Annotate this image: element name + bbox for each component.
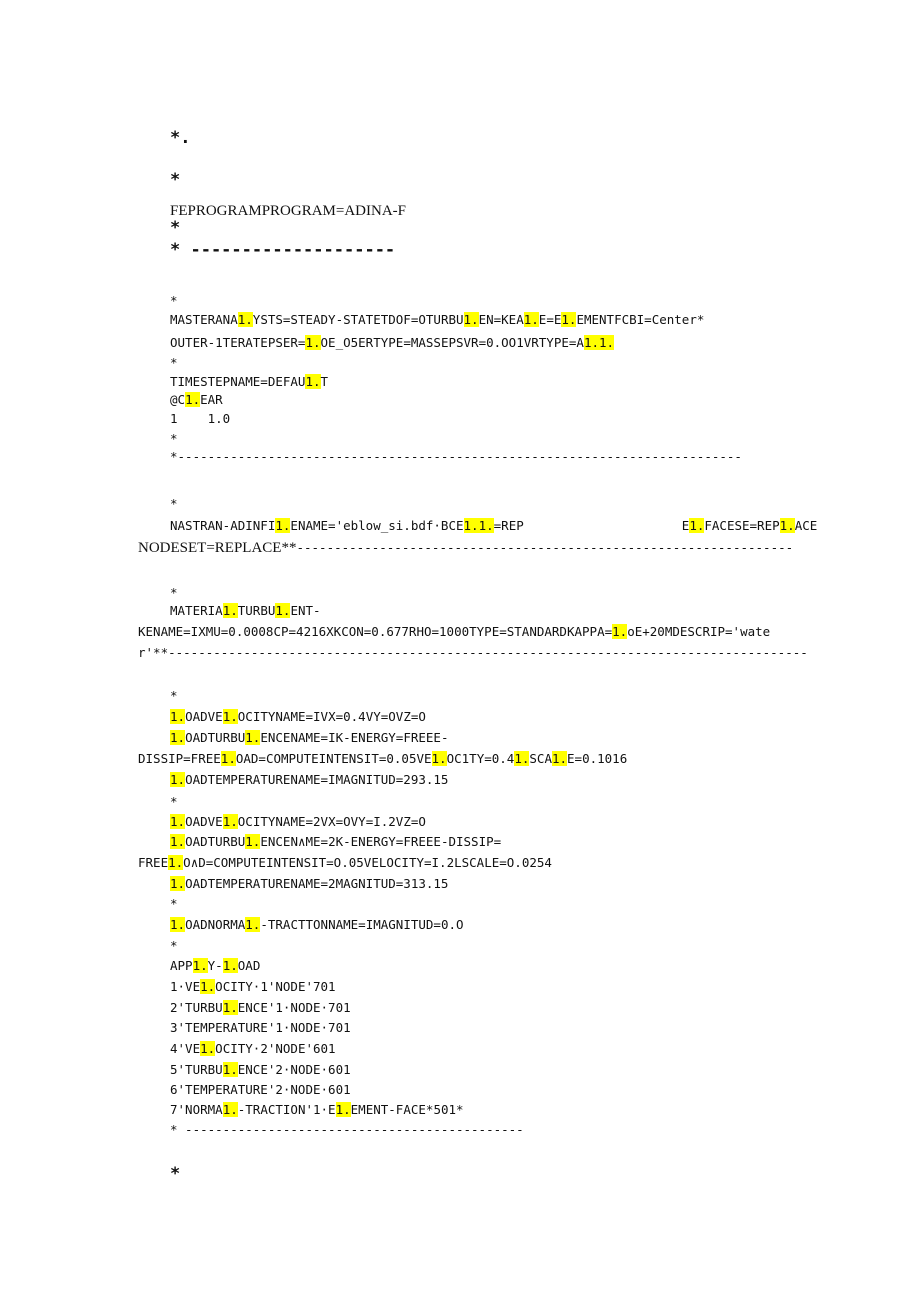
material-end-line: r'**------------------------------------------------------------------------------------- [138, 645, 808, 660]
load-turbulence-2-line: 1.OADTURBU1.ENCEN∧ME=2K-ENERGY=FREEE-DISSIP= [170, 834, 502, 849]
marker-star: * [170, 794, 178, 809]
separator-line: * --------------------------------------------- [170, 1122, 524, 1137]
load-velocity-2-line: 1.OADVE1.OCITYNAME=2VX=OVY=I.2VZ=O [170, 814, 426, 829]
apply-load-line: APP1.Y-1.OAD [170, 958, 261, 973]
apply-load-row: 4'VE1.OCITY·2'NODE'601 [170, 1041, 336, 1056]
marker-star: * [170, 585, 178, 600]
load-temperature-2-line: 1.OADTEMPERATURENAME=2MAGNITUD=313.15 [170, 876, 449, 891]
separator-line: *--------------------------------------------------------------------------- [170, 449, 742, 464]
apply-load-row: 3'TEMPERATURE'1·NODE·701 [170, 1020, 351, 1035]
marker-star: * [170, 431, 178, 446]
timestep-values-line: 1 1.0 [170, 411, 231, 426]
load-turbulence-1-line: 1.OADTURBU1.ENCENAME=IK-ENERGY=FREEE- [170, 730, 449, 745]
marker-star: * [170, 218, 181, 238]
clear-line: @C1.EAR [170, 392, 223, 407]
master-line: MASTERANA1.YSTS=STEADY-STATETDOF=OTURBU1.EN=KEA1.E=E1.EMENTFCBI=Center* [170, 312, 705, 327]
marker-star: * [170, 293, 178, 308]
dissip-1-line: DISSIP=FREE1.OAD=COMPUTEINTENSIT=0.05VE1.OC1TY=0.41.SCA1.E=0.1016 [138, 751, 628, 766]
material-params-line: KENAME=IXMU=0.0008CP=4216XKCON=0.677RHO=1000TYPE=STANDARDKAPPA=1.oE+20MDESCRIP='wate [138, 624, 771, 639]
apply-load-row: 5'TURBU1.ENCE'2·NODE·601 [170, 1062, 351, 1077]
load-velocity-1-line: 1.OADVE1.OCITYNAME=IVX=0.4VY=OVZ=O [170, 709, 426, 724]
apply-load-row: 6'TEMPERATURE'2·NODE·601 [170, 1082, 351, 1097]
nastran-line: NASTRAN-ADINFI1.ENAME='eblow_si.bdf·BCE1.1.=REP E1.FACESE=REP1.ACE [170, 518, 818, 533]
timestep-line: TIMESTEPNAME=DEFAU1.T [170, 374, 329, 389]
marker-star: * [170, 896, 178, 911]
marker-star: * [170, 688, 178, 703]
outer-iterate-line: OUTER-1TERATEPSER=1.OE_O5ERTYPE=MASSEPSVR=0.OO1VRTYPE=A1.1. [170, 335, 615, 350]
load-normal-traction-line: 1.OADNORMA1.-TRACTTONNAME=IMAGNITUD=0.O [170, 917, 464, 932]
marker-star: * [170, 355, 178, 370]
marker-star: * [170, 938, 178, 953]
marker-star: * [170, 1164, 181, 1184]
marker-star: * [170, 496, 178, 511]
separator-line: * -------------------- [170, 240, 396, 260]
apply-load-row: 2'TURBU1.ENCE'1·NODE·701 [170, 1000, 351, 1015]
marker-star: * [170, 170, 181, 190]
apply-load-row: 1·VE1.OCITY·1'NODE'701 [170, 979, 336, 994]
load-temperature-1-line: 1.OADTEMPERATURENAME=IMAGNITUD=293.15 [170, 772, 449, 787]
marker-star-dot: *. [170, 128, 191, 148]
apply-load-row: 7'NORMA1.-TRACTION'1·E1.EMENT-FACE*501* [170, 1102, 464, 1117]
free-load-2-line: FREE1.O∧D=COMPUTEINTENSIT=O.05VELOCITY=I.2LSCALE=O.0254 [138, 855, 552, 870]
program-line: FEPROGRAMPROGRAM=ADINA-F [170, 203, 407, 219]
material-line: MATERIA1.TURBU1.ENT- [170, 603, 321, 618]
nodeset-line: NODESET=REPLACE**------------------------------------------------------------------ [138, 540, 794, 556]
